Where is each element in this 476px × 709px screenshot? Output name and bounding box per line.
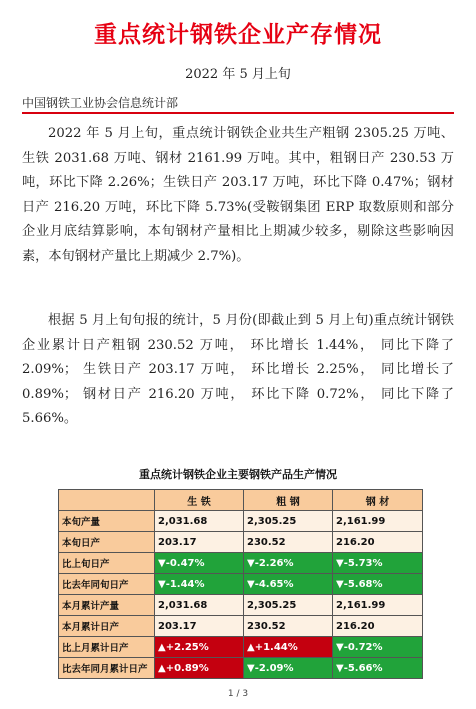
table-cell: ▼-2.26% [244,553,333,574]
table-cell: ▼-1.44% [155,574,244,595]
table-cell: 203.17 [155,532,244,553]
document-title: 重点统计钢铁企业产存情况 [94,22,382,48]
row-label: 比去年同旬日产 [59,574,155,595]
header-steel-products: 钢 材 [333,490,423,511]
table-cell: 2,031.68 [155,511,244,532]
table-header-row [59,490,423,511]
table-row [59,532,423,553]
table-row [59,637,423,658]
table-cell: ▼-4.65% [244,574,333,595]
table-row [59,595,423,616]
production-table [58,489,423,679]
report-date: 2022 年 5 月上旬 [185,67,291,82]
table-body [59,511,423,679]
table-cell: ▼-2.09% [244,658,333,679]
table-cell: ▼-0.47% [155,553,244,574]
header-crude-steel: 粗 钢 [244,490,333,511]
table-row [59,553,423,574]
header-pig-iron: 生 铁 [155,490,244,511]
table-row [59,574,423,595]
row-label: 本月累计日产 [59,616,155,637]
row-label: 比上旬日产 [59,553,155,574]
table-cell: ▼-5.68% [333,574,423,595]
paragraph-cumulative: 根据 5 月上旬旬报的统计，5 月份(即截止到 5 月上旬)重点统计钢铁企业累计日产粗钢 230.52 万吨， 环比增长 1.44%， 同比下降了 2.09%； 生铁日产 203.17 万吨， 环比增长 2.25%， 同比增长了 0.89%； 钢材日产 216.20 万吨， 环比下降 0.72%， 同比下降了 5.66%。 [22,313,454,426]
page-number: 1 / 3 [227,689,249,699]
row-label: 比上月累计日产 [59,637,155,658]
table-cell: 203.17 [155,616,244,637]
table-cell: 230.52 [244,532,333,553]
paragraph-summary: 2022 年 5 月上旬，重点统计钢铁企业共生产粗钢 2305.25 万吨、生铁 2031.68 万吨、钢材 2161.99 万吨。其中，粗钢日产 230.53 万吨，环比下降 2.26%；生铁日产 203.17 万吨，环比下降 0.47%；钢材日产 216.20 万吨，环比下降 5.73%(受鞍钢集团 ERP 取数原则和部分企业月底结算影响，本旬钢材产量相比上期减少较多，剔除这些影响因素，本旬钢材产量比上期减少 2.7%)。 [22,126,454,264]
table-cell: ▲+1.44% [244,637,333,658]
header-corner [59,490,155,511]
table-cell: 230.52 [244,616,333,637]
row-label: 本旬日产 [59,532,155,553]
table-row [59,658,423,679]
table-cell: 2,161.99 [333,511,423,532]
table-cell: ▼-0.72% [333,637,423,658]
row-label: 本月累计产量 [59,595,155,616]
table-row [59,511,423,532]
row-label: 比去年同月累计日产 [59,658,155,679]
table-cell: ▼-5.66% [333,658,423,679]
table-cell: 2,305.25 [244,595,333,616]
table-cell: ▲+0.89% [155,658,244,679]
table-cell: ▲+2.25% [155,637,244,658]
table-cell: 216.20 [333,532,423,553]
table-cell: 2,305.25 [244,511,333,532]
table-cell: 216.20 [333,616,423,637]
table-cell: 2,161.99 [333,595,423,616]
header-divider [22,112,454,114]
row-label: 本旬产量 [59,511,155,532]
organization-name: 中国钢铁工业协会信息统计部 [22,96,179,110]
table-row [59,616,423,637]
table-caption: 重点统计钢铁企业主要钢铁产品生产情况 [139,468,337,481]
table-cell: ▼-5.73% [333,553,423,574]
table-cell: 2,031.68 [155,595,244,616]
